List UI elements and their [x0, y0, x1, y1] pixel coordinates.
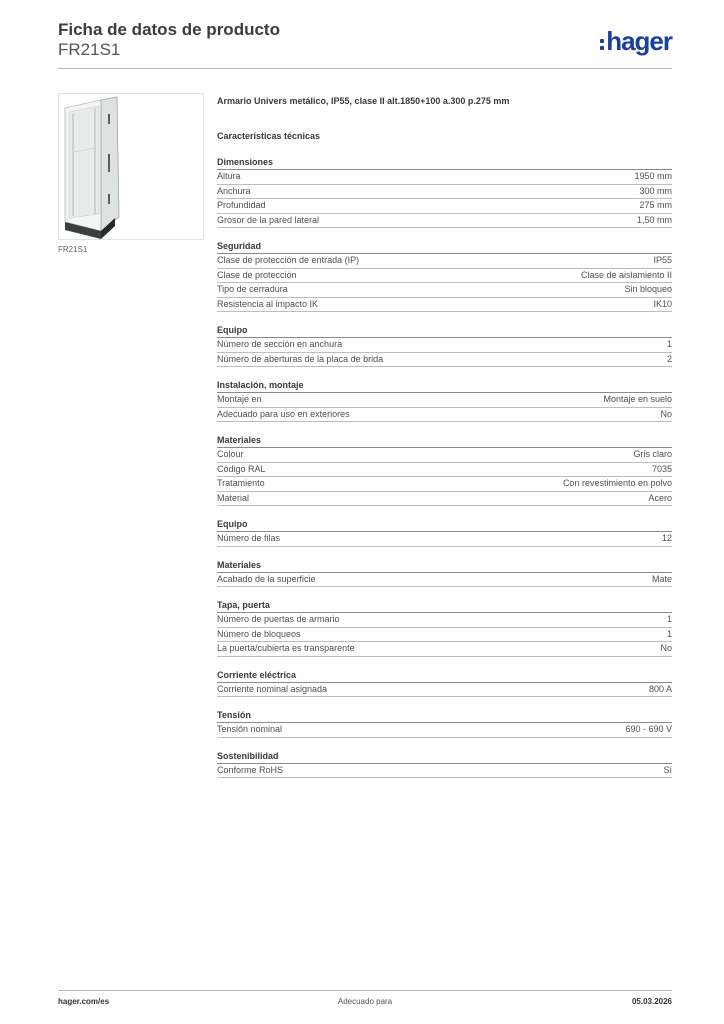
spec-label: Colour — [217, 449, 244, 459]
spec-sections — [217, 156, 672, 778]
footer-website: hager.com/es — [58, 997, 110, 1006]
spec-value: Gris claro — [633, 449, 672, 459]
spec-section — [217, 240, 672, 312]
spec-label: Resistencia al impacto IK — [217, 298, 319, 309]
spec-row — [217, 492, 672, 507]
spec-label: Tratamiento — [217, 478, 265, 488]
logo-text: hager — [606, 26, 672, 56]
spec-value: Sin bloqueo — [624, 284, 672, 294]
spec-section-title: Seguridad — [217, 240, 672, 254]
spec-label: Anchura — [217, 185, 251, 196]
spec-label: Código RAL — [217, 463, 266, 474]
spec-label: Número de aberturas de la placa de brida — [217, 353, 384, 364]
spec-section-title: Materiales — [217, 559, 672, 573]
spec-label: Clase de protección de entrada (IP) — [217, 255, 360, 265]
spec-row — [217, 463, 672, 478]
footer-date: 05.03.2026 — [631, 997, 672, 1006]
spec-value: Clase de aislamiento II — [580, 269, 672, 280]
product-code: FR21S1 — [58, 40, 121, 59]
spec-section-title: Instalación, montaje — [217, 379, 672, 393]
product-image — [58, 93, 204, 240]
spec-row — [217, 628, 672, 643]
spec-row — [217, 353, 672, 368]
spec-section-title: Equipo — [217, 518, 672, 532]
spec-label: Clase de protección — [217, 269, 297, 280]
spec-row — [217, 532, 672, 547]
spec-section — [217, 709, 672, 738]
spec-section — [217, 518, 672, 547]
spec-row — [217, 338, 672, 353]
spec-value: 275 mm — [639, 200, 672, 210]
spec-value: No — [660, 643, 672, 653]
spec-row — [217, 448, 672, 463]
spec-section — [217, 379, 672, 422]
hager-logo — [600, 28, 672, 54]
spec-value: 12 — [661, 533, 672, 543]
spec-value: IP55 — [653, 255, 672, 265]
spec-label: Acabado de la superficie — [217, 573, 316, 584]
spec-row — [217, 298, 672, 313]
spec-label: Número de filas — [217, 533, 281, 543]
spec-section-title: Sostenibilidad — [217, 750, 672, 764]
logo-colon-icon — [600, 39, 604, 50]
spec-section-title: Dimensiones — [217, 156, 672, 170]
spec-value: Sí — [663, 764, 672, 775]
spec-row — [217, 408, 672, 423]
spec-value: 800 A — [648, 683, 672, 694]
spec-section — [217, 750, 672, 779]
spec-value: 690 - 690 V — [625, 724, 672, 734]
spec-label: Profundidad — [217, 200, 266, 210]
product-details — [217, 95, 672, 778]
spec-label: Grosor de la pared lateral — [217, 214, 320, 225]
spec-section-title: Tapa, puerta — [217, 599, 672, 613]
spec-value: Con revestimiento en polvo — [562, 478, 672, 488]
spec-section — [217, 599, 672, 657]
spec-row — [217, 683, 672, 698]
spec-section — [217, 669, 672, 698]
spec-section-title: Materiales — [217, 434, 672, 448]
spec-row — [217, 723, 672, 738]
spec-section-title: Equipo — [217, 324, 672, 338]
spec-row — [217, 283, 672, 298]
footer-note: Adecuado para — [337, 997, 393, 1006]
spec-label: La puerta/cubierta es transparente — [217, 643, 355, 653]
spec-row — [217, 764, 672, 779]
spec-label: Conforme RoHS — [217, 764, 284, 775]
spec-section — [217, 156, 672, 228]
spec-row — [217, 185, 672, 200]
spec-row — [217, 214, 672, 229]
spec-value: No — [660, 408, 672, 419]
spec-value: Montaje en suelo — [603, 394, 672, 404]
spec-value: 300 mm — [639, 185, 672, 196]
spec-label: Material — [217, 492, 250, 503]
header-divider — [58, 68, 672, 69]
spec-value: 1 — [666, 628, 672, 639]
page-header — [58, 20, 672, 68]
spec-row — [217, 573, 672, 588]
product-image-caption: FR21S1 — [58, 245, 88, 254]
spec-row — [217, 269, 672, 284]
spec-section-title: Corriente eléctrica — [217, 669, 672, 683]
spec-row — [217, 477, 672, 492]
footer-divider — [58, 990, 672, 991]
spec-value: 1950 mm — [634, 171, 672, 181]
spec-value: 1 — [666, 614, 672, 624]
spec-value: 2 — [666, 353, 672, 364]
spec-label: Número de sección en anchura — [217, 339, 343, 349]
spec-row — [217, 199, 672, 214]
spec-section — [217, 324, 672, 367]
spec-label: Tipo de cerradura — [217, 284, 288, 294]
spec-value: Acero — [648, 492, 672, 503]
spec-row — [217, 613, 672, 628]
spec-value: 1,50 mm — [636, 214, 672, 225]
spec-label: Montaje en — [217, 394, 262, 404]
spec-section — [217, 559, 672, 588]
spec-label: Número de bloqueos — [217, 628, 301, 639]
document-title: Ficha de datos de producto — [58, 20, 280, 39]
spec-label: Número de puertas de armario — [217, 614, 340, 624]
spec-value: 1 — [666, 339, 672, 349]
spec-section — [217, 434, 672, 506]
spec-label: Altura — [217, 171, 241, 181]
spec-value: IK10 — [653, 298, 672, 309]
spec-section-title: Tensión — [217, 709, 672, 723]
technical-characteristics-heading: Características técnicas — [217, 131, 321, 141]
spec-row — [217, 642, 672, 657]
spec-row — [217, 170, 672, 185]
product-description: Armario Univers metálico, IP55, clase II alt.1850+100 a.300 p.275 mm — [217, 96, 510, 106]
spec-value: Mate — [651, 573, 672, 584]
spec-label: Corriente nominal asignada — [217, 683, 328, 694]
spec-label: Tensión nominal — [217, 724, 283, 734]
cabinet-illustration — [59, 94, 203, 239]
spec-row — [217, 254, 672, 269]
spec-value: 7035 — [651, 463, 672, 474]
spec-row — [217, 393, 672, 408]
spec-label: Adecuado para uso en exteriores — [217, 408, 350, 419]
